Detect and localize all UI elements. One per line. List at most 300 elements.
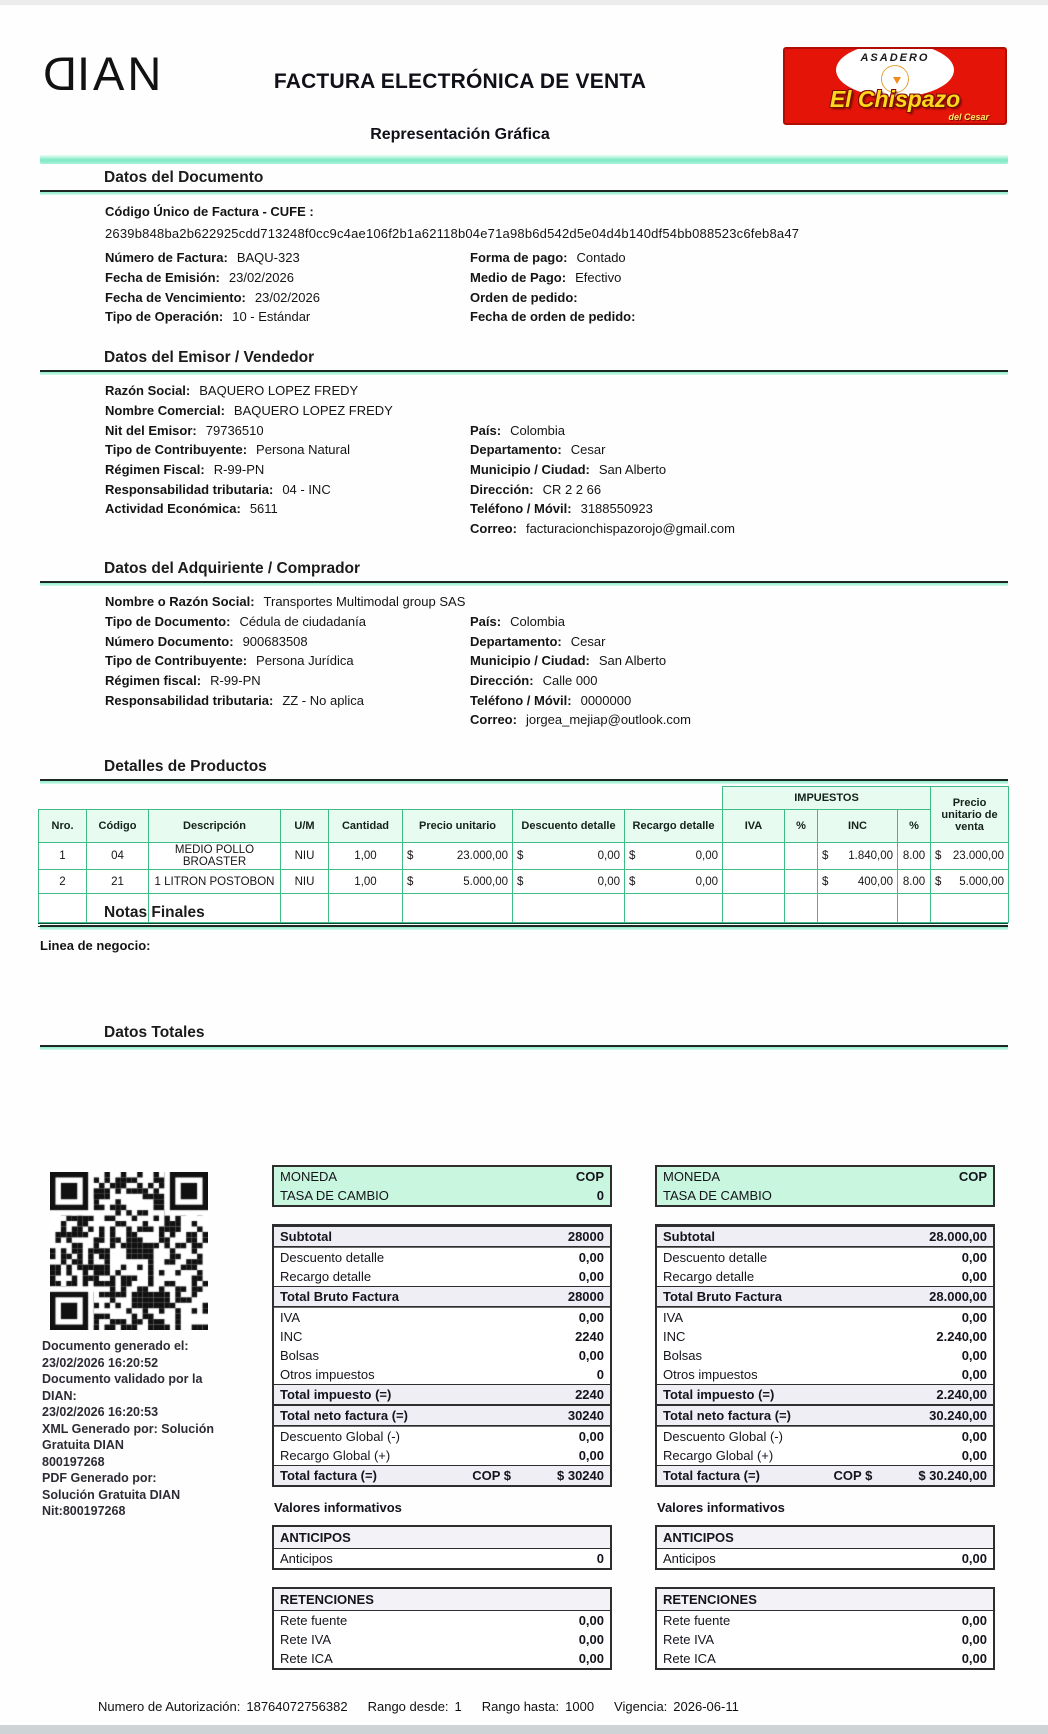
field-label: Fecha de Vencimiento: [105, 289, 246, 305]
section-title-documento: Datos del Documento [104, 169, 264, 186]
field-value: San Alberto [598, 462, 667, 478]
field-label: Correo: [470, 712, 517, 728]
field-label: Teléfono / Móvil: [470, 692, 572, 708]
section-title-notas: Notas Finales [104, 904, 205, 921]
field-value: Colombia [510, 422, 565, 438]
field-row [105, 248, 1008, 268]
cell-inc [818, 870, 898, 894]
section-underline [40, 190, 1008, 195]
row-label: Rete IVA [280, 1632, 332, 1647]
field-label: Fecha de Emisión: [105, 270, 220, 286]
col-descripcion: Descripción [149, 810, 281, 843]
row-label: Descuento detalle [280, 1250, 385, 1265]
emisor-fields [105, 381, 1008, 539]
cell-nro: 2 [39, 870, 87, 894]
dian-logo-rest: IAN [76, 47, 165, 100]
cell-precio-venta [931, 843, 1009, 870]
cell-inc-pct: 8.00 [898, 843, 931, 870]
col-iva: IVA [723, 810, 785, 843]
cell-codigo: 21 [87, 870, 149, 894]
col-inc-pct: % [898, 810, 931, 843]
field-label: Nombre Comercial: [105, 403, 225, 419]
field-value: 0000000 [580, 692, 632, 708]
row-value: 0,00 [961, 1448, 987, 1463]
row-value: 0,00 [578, 1632, 604, 1647]
amount: 23.000,00 [952, 850, 1005, 862]
field-row [105, 710, 1008, 730]
currency-symbol: $ [517, 875, 524, 888]
anticipos-row [274, 1549, 610, 1568]
field-row [105, 420, 1008, 440]
inc-row [274, 1327, 610, 1346]
totals-table [272, 1224, 612, 1487]
linea-negocio-label: Linea de negocio: [40, 938, 151, 953]
anticipos-header: ANTICIPOS [657, 1527, 993, 1549]
field-value: BAQU-323 [236, 250, 300, 266]
currency-code: COP $ [472, 1468, 511, 1483]
section-underline [40, 779, 1008, 784]
field-value: Efectivo [575, 270, 622, 286]
field-label: Dirección: [470, 481, 534, 497]
field-value: Contado [576, 250, 626, 266]
amount: 5.000,00 [959, 875, 1005, 888]
row-label: Bolsas [663, 1348, 703, 1363]
field-label: Régimen Fiscal: [105, 462, 205, 478]
currency-symbol: $ [935, 850, 942, 862]
page-edge-top [0, 0, 1048, 5]
row-label: Subtotal [663, 1229, 715, 1244]
amount: 1.840,00 [848, 850, 893, 862]
section-underline [40, 370, 1008, 375]
row-label: Descuento Global (-) [280, 1429, 400, 1444]
qr-caption-line: 800197268 [42, 1454, 105, 1469]
row-value: 28000 [567, 1229, 604, 1244]
authorization-footer [98, 1699, 739, 1714]
field-label: Correo: [470, 521, 517, 537]
totals-column [655, 1165, 995, 1687]
qr-caption-line: Nit:800197268 [42, 1504, 126, 1518]
qr-caption-line: XML Generado por: Solución [42, 1421, 215, 1436]
footer-label: Numero de Autorización: [98, 1699, 241, 1714]
logo-tagline: del Cesar [948, 112, 989, 122]
field-label: País: [470, 422, 502, 438]
field-row [105, 287, 1008, 307]
field-label: Régimen fiscal: [105, 673, 202, 689]
totals-column [272, 1165, 612, 1687]
footer-segment [614, 1699, 739, 1714]
row-value: 0 [596, 1188, 604, 1203]
row-value: 0,00 [961, 1367, 987, 1382]
amount: 0,00 [695, 875, 718, 888]
field-row [105, 519, 1008, 539]
row-label: Descuento Global (-) [663, 1429, 783, 1444]
cell-iva-pct [785, 843, 818, 870]
logo-arc-text: ASADERO [860, 52, 930, 64]
currency-symbol: $ [935, 875, 942, 888]
cufe-label: Código Único de Factura - CUFE : [105, 204, 314, 219]
row-label: Total impuesto (=) [663, 1387, 775, 1402]
cell-inc-pct: 8.00 [898, 870, 931, 894]
row-label: TASA DE CAMBIO [663, 1188, 772, 1203]
emisor-rows [105, 381, 1008, 539]
section-productos-header [40, 753, 1008, 784]
total-neto-row [657, 1405, 993, 1426]
company-logo [783, 47, 1007, 125]
row-value: 0,00 [961, 1269, 987, 1284]
row-label: Subtotal [280, 1229, 332, 1244]
valores-informativos-label: Valores informativos [657, 1500, 785, 1515]
adquiriente-rows [105, 592, 1008, 730]
amount: 23.000,00 [456, 850, 508, 862]
field-value: CR 2 2 66 [542, 481, 602, 497]
field-label: País: [470, 614, 502, 630]
field-label: Municipio / Ciudad: [470, 462, 590, 478]
qr-caption [42, 1338, 262, 1520]
currency-symbol: $ [407, 850, 414, 862]
anticipos-table [272, 1525, 612, 1570]
row-value: 0,00 [961, 1429, 987, 1444]
rete-iva-row [274, 1630, 610, 1649]
cell-um: NIU [281, 843, 329, 870]
cell-iva [723, 843, 785, 870]
row-value: 2240 [575, 1387, 604, 1402]
otros-row [657, 1365, 993, 1384]
valores-informativos-label: Valores informativos [274, 1500, 402, 1515]
footer-segment [482, 1699, 594, 1714]
field-value: Calle 000 [542, 673, 598, 689]
row-value: $ 30.240,00 [918, 1468, 987, 1483]
field-value: 5611 [249, 501, 278, 517]
currency-symbol: $ [822, 850, 829, 862]
row-label: Total factura (=) [280, 1468, 377, 1483]
footer-label: Rango desde: [367, 1699, 449, 1714]
section-title-adquiriente: Datos del Adquiriente / Comprador [104, 560, 361, 577]
cell-inc [818, 843, 898, 870]
anticipos-row [657, 1549, 993, 1568]
row-label: Recargo detalle [663, 1269, 755, 1284]
rete-fuente-row [657, 1611, 993, 1630]
field-row [105, 651, 1008, 671]
field-value: R-99-PN [213, 462, 265, 478]
row-label: Otros impuestos [280, 1367, 375, 1382]
field-row [105, 440, 1008, 460]
col-descuento: Descuento detalle [513, 810, 625, 843]
totals-columns [272, 1165, 995, 1687]
otros-row [274, 1365, 610, 1384]
row-label: Total Bruto Factura [280, 1289, 399, 1304]
iva-row [657, 1307, 993, 1327]
row-value: 0,00 [578, 1613, 604, 1628]
recargo-row [657, 1267, 993, 1286]
inc-row [657, 1327, 993, 1346]
qr-code [50, 1172, 208, 1330]
section-top-bar [40, 155, 1008, 164]
section-underline [40, 581, 1008, 586]
section-underline [40, 1045, 1008, 1050]
row-label: Total factura (=) [663, 1468, 760, 1483]
cell-precio-venta [931, 870, 1009, 894]
row-value: $ 30240 [557, 1468, 604, 1483]
bolsas-row [657, 1346, 993, 1365]
field-label: Municipio / Ciudad: [470, 653, 590, 669]
retenciones-header: RETENCIONES [274, 1589, 610, 1611]
field-label: Tipo de Contribuyente: [105, 442, 248, 458]
col-nro: Nro. [39, 810, 87, 843]
cell-recargo [625, 870, 723, 894]
total-impuesto-row [657, 1384, 993, 1405]
dian-logo [40, 47, 165, 100]
field-label: Medio de Pago: [470, 270, 567, 286]
col-inc: INC [818, 810, 898, 843]
row-label: Total neto factura (=) [280, 1408, 408, 1423]
col-precio-unitario: Precio unitario [403, 810, 513, 843]
product-row [39, 870, 1009, 894]
qr-caption-line: DIAN: [42, 1388, 77, 1403]
field-value: Transportes Multimodal group SAS [263, 594, 466, 610]
descuento-global-row [657, 1426, 993, 1446]
field-label: Tipo de Operación: [105, 309, 224, 325]
amount: 0,00 [597, 875, 620, 888]
documento-fields [105, 204, 1008, 327]
cell-nro: 1 [39, 843, 87, 870]
section-documento-header [40, 155, 1008, 195]
cell-um: NIU [281, 870, 329, 894]
row-value: 0,00 [578, 1651, 604, 1666]
cell-cantidad: 1,00 [329, 843, 403, 870]
field-value: BAQUERO LOPEZ FREDY [233, 403, 393, 419]
retenciones-header: RETENCIONES [657, 1589, 993, 1611]
currency-table [272, 1165, 612, 1207]
section-adquiriente-header [40, 555, 1008, 586]
field-label: Número de Factura: [105, 250, 228, 266]
rete-ica-row [657, 1649, 993, 1668]
cell-descuento [513, 843, 625, 870]
field-value: Cesar [570, 442, 606, 458]
recargo-global-row [274, 1446, 610, 1465]
total-neto-row [274, 1405, 610, 1426]
row-label: Recargo detalle [280, 1269, 372, 1284]
page-subtitle: Representación Gráfica [370, 126, 550, 143]
row-value: 30.240,00 [929, 1408, 987, 1423]
retenciones-table [272, 1587, 612, 1670]
row-label: Rete ICA [663, 1651, 716, 1666]
row-label: MONEDA [280, 1169, 338, 1184]
row-label: INC [280, 1329, 303, 1344]
qr-caption-line: 23/02/2026 16:20:52 [42, 1355, 159, 1370]
row-value: 0,00 [578, 1310, 604, 1325]
iva-row [274, 1307, 610, 1327]
footer-label: Vigencia: [614, 1699, 668, 1714]
descuento-row [657, 1247, 993, 1267]
row-label: Total Bruto Factura [663, 1289, 782, 1304]
section-notas-header [40, 899, 1008, 930]
field-value: San Alberto [598, 653, 667, 669]
field-row [105, 307, 1008, 327]
field-label: Responsabilidad tributaria: [105, 692, 274, 708]
section-totales-header [40, 1019, 1008, 1050]
recargo-row [274, 1267, 610, 1286]
rete-fuente-row [274, 1611, 610, 1630]
logo-brand-name: El Chispazo [829, 86, 961, 112]
row-label: Total neto factura (=) [663, 1408, 791, 1423]
footer-segment [368, 1699, 462, 1714]
row-value: 0 [596, 1551, 604, 1566]
field-row [105, 460, 1008, 480]
row-label: Rete IVA [663, 1632, 715, 1647]
cell-precio-unitario [403, 843, 513, 870]
qr-caption-line: Documento validado por la [42, 1372, 203, 1386]
row-value: COP [958, 1169, 987, 1184]
row-label: Rete ICA [280, 1651, 333, 1666]
total-factura-row [274, 1465, 610, 1485]
total-factura-row [657, 1465, 993, 1485]
row-value: 28.000,00 [929, 1229, 987, 1244]
row-label: Bolsas [280, 1348, 320, 1363]
row-label: Recargo Global (+) [280, 1448, 391, 1463]
field-value: 79736510 [205, 422, 264, 438]
amount: 400,00 [857, 875, 893, 888]
row-value: 0,00 [578, 1429, 604, 1444]
field-label: Nit del Emisor: [105, 422, 197, 438]
col-um: U/M [281, 810, 329, 843]
row-value: 28.000,00 [929, 1289, 987, 1304]
currency-symbol: $ [822, 875, 829, 888]
qr-caption-line: 23/02/2026 16:20:53 [42, 1405, 159, 1419]
field-row [105, 268, 1008, 288]
descuento-global-row [274, 1426, 610, 1446]
subtotal-row [657, 1226, 993, 1247]
row-label: TASA DE CAMBIO [280, 1188, 389, 1203]
field-value: Colombia [510, 614, 565, 630]
qr-caption-line: PDF Generado por: [42, 1471, 157, 1485]
field-value: 23/02/2026 [228, 270, 294, 286]
currency-symbol: $ [629, 850, 636, 862]
field-label: Teléfono / Móvil: [470, 501, 572, 517]
row-label: IVA [663, 1310, 683, 1325]
currency-symbol: $ [517, 850, 524, 862]
field-value: Cédula de ciudadanía [239, 614, 366, 630]
field-row [105, 592, 1008, 612]
page-title: FACTURA ELECTRÓNICA DE VENTA [273, 70, 647, 93]
footer-value: 18764072756382 [246, 1699, 348, 1714]
section-underline [40, 925, 1008, 930]
footer-label: Rango hasta: [481, 1699, 560, 1714]
field-value: facturacionchispazorojo@gmail.com [525, 521, 735, 537]
totals-table [655, 1224, 995, 1487]
currency-symbol: $ [629, 875, 636, 888]
row-label: INC [663, 1329, 686, 1344]
field-value: 900683508 [242, 633, 308, 649]
row-value: 0,00 [961, 1250, 987, 1265]
field-label: Forma de pago: [470, 250, 568, 266]
cell-descuento [513, 870, 625, 894]
rete-ica-row [274, 1649, 610, 1668]
subtotal-row [274, 1226, 610, 1247]
section-title-emisor: Datos del Emisor / Vendedor [104, 349, 315, 366]
page-edge-bottom [0, 1725, 1048, 1734]
field-value: BAQUERO LOPEZ FREDY [199, 383, 359, 399]
row-value: 0,00 [961, 1310, 987, 1325]
cell-descripcion: MEDIO POLLO BROASTER [149, 843, 281, 870]
row-value: 0,00 [578, 1269, 604, 1284]
field-value: 10 - Estándar [232, 309, 311, 325]
field-label: Actividad Económica: [105, 501, 241, 517]
amount: 5.000,00 [463, 875, 508, 888]
currency-code: COP $ [833, 1468, 873, 1483]
field-value: jorgea_mejiap@outlook.com [525, 712, 691, 728]
tasa-row [274, 1186, 610, 1205]
moneda-row [657, 1167, 993, 1186]
tasa-row [657, 1186, 993, 1205]
section-title-totales: Datos Totales [104, 1024, 205, 1041]
row-value: 28000 [567, 1289, 604, 1304]
row-label: Rete fuente [280, 1613, 348, 1628]
documento-rows [105, 248, 1008, 327]
field-value: Persona Jurídica [256, 653, 354, 669]
footer-value: 1000 [565, 1699, 595, 1714]
row-label: Anticipos [663, 1551, 716, 1566]
chicken-beak-icon [893, 77, 901, 84]
cell-codigo: 04 [87, 843, 149, 870]
cell-precio-unitario [403, 870, 513, 894]
field-label: Departamento: [470, 442, 562, 458]
field-label: Dirección: [470, 673, 534, 689]
field-value: 04 - INC [282, 481, 331, 497]
row-label: Rete fuente [663, 1613, 731, 1628]
anticipos-table [655, 1525, 995, 1570]
row-value: 0,00 [578, 1448, 604, 1463]
cell-iva-pct [785, 870, 818, 894]
row-label: Total impuesto (=) [280, 1387, 392, 1402]
field-row [105, 479, 1008, 499]
row-value: 2.240,00 [936, 1387, 987, 1402]
row-label: Otros impuestos [663, 1367, 758, 1382]
field-label: Departamento: [470, 633, 562, 649]
field-row [105, 381, 1008, 401]
adquiriente-fields [105, 592, 1008, 730]
dian-logo-d: D [40, 47, 77, 100]
row-label: IVA [280, 1310, 300, 1325]
field-label: Tipo de Contribuyente: [105, 653, 248, 669]
col-recargo: Recargo detalle [625, 810, 723, 843]
row-value: 0,00 [961, 1551, 987, 1566]
qr-caption-line: Documento generado el: [42, 1339, 189, 1353]
field-label: Razón Social: [105, 383, 191, 399]
field-row [105, 499, 1008, 519]
retenciones-table [655, 1587, 995, 1670]
total-impuesto-row [274, 1384, 610, 1405]
section-title-productos: Detalles de Productos [104, 758, 267, 775]
row-label: Recargo Global (+) [663, 1448, 774, 1463]
cell-iva [723, 870, 785, 894]
rete-iva-row [657, 1630, 993, 1649]
field-label: Responsabilidad tributaria: [105, 481, 274, 497]
currency-symbol: $ [407, 875, 414, 888]
field-label: Fecha de orden de pedido: [470, 309, 636, 325]
bruto-row [274, 1286, 610, 1307]
row-value: 2240 [575, 1329, 604, 1344]
cell-recargo [625, 843, 723, 870]
row-label: Descuento detalle [663, 1250, 768, 1265]
row-value: 0,00 [578, 1348, 604, 1363]
section-emisor-header [40, 344, 1008, 375]
cell-cantidad: 1,00 [329, 870, 403, 894]
field-label: Orden de pedido: [470, 289, 578, 305]
row-value: 0,00 [961, 1613, 987, 1628]
footer-segment [98, 1699, 348, 1714]
col-precio-venta: Precio unitario de venta [931, 787, 1009, 843]
col-codigo: Código [87, 810, 149, 843]
